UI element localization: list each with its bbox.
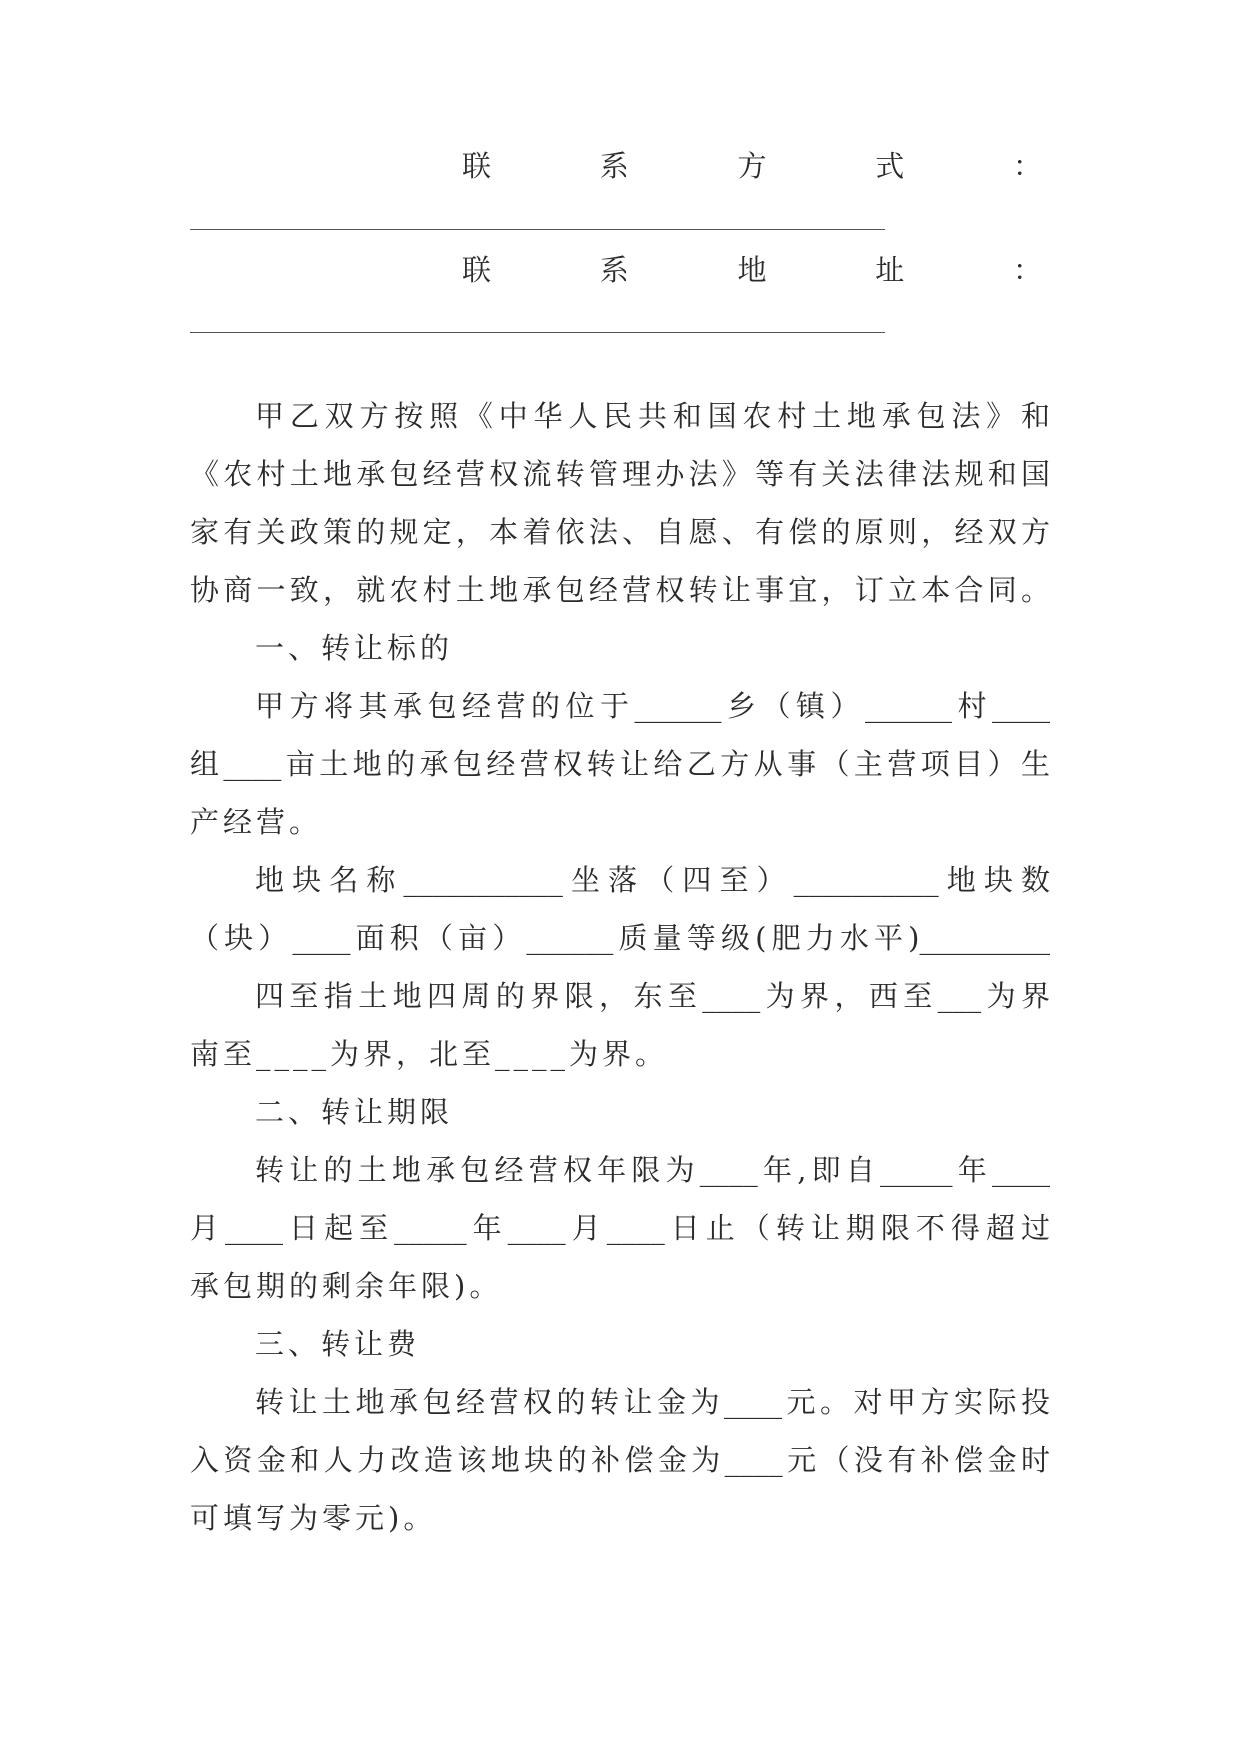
contact-address-char: 系 bbox=[599, 253, 629, 287]
boundary-line: 南至____为界，北至____为界。 bbox=[190, 1037, 669, 1071]
boundary-line: 四至指土地四周的界限，东至____为界，西至___为界 bbox=[255, 979, 1050, 1013]
section-1-title: 一、转让标的 bbox=[255, 631, 454, 665]
section-2-line: 转让的土地承包经营权年限为____年,即自_____年____ bbox=[255, 1153, 1050, 1187]
contact-method-char: 式 bbox=[875, 149, 905, 183]
section-2-line: 月____日起至_____年____月____日止（转让期限不得超过 bbox=[190, 1211, 1050, 1245]
section-3-line: 入资金和人力改造该地块的补偿金为____元（没有补偿金时 bbox=[190, 1443, 1050, 1477]
contact-method-char: 方 bbox=[737, 149, 767, 183]
section-1-line: 产经营。 bbox=[190, 805, 323, 839]
section-2-title: 二、转让期限 bbox=[255, 1095, 454, 1129]
section-1-line: 组____亩土地的承包经营权转让给乙方从事（主营项目）生 bbox=[190, 747, 1050, 781]
contact-address-char: ： bbox=[1012, 253, 1042, 287]
plot-info-line: （块）____面积（亩）______质量等级(肥力水平)_________ bbox=[190, 921, 1050, 955]
contact-address-fill-line bbox=[190, 332, 885, 333]
contact-method-label bbox=[462, 146, 1042, 186]
plot-info-line: 地块名称___________坐落（四至）__________地块数 bbox=[255, 863, 1050, 897]
contact-method-char: 联 bbox=[462, 149, 492, 183]
contact-address-char: 联 bbox=[462, 253, 492, 287]
contact-address-label bbox=[462, 250, 1042, 290]
intro-line: 协商一致，就农村土地承包经营权转让事宜，订立本合同。 bbox=[190, 573, 1050, 607]
contact-method-fill-line bbox=[190, 229, 885, 230]
contact-method-char: ： bbox=[1012, 149, 1042, 183]
intro-line: 甲乙双方按照《中华人民共和国农村土地承包法》和 bbox=[255, 399, 1050, 433]
section-2-line: 承包期的剩余年限)。 bbox=[190, 1269, 503, 1303]
section-3-line: 转让土地承包经营权的转让金为____元。对甲方实际投 bbox=[255, 1385, 1050, 1419]
contact-address-char: 地 bbox=[737, 253, 767, 287]
intro-line: 《农村土地承包经营权流转管理办法》等有关法律法规和国 bbox=[190, 457, 1050, 491]
section-3-title: 三、转让费 bbox=[255, 1327, 421, 1361]
section-3-line: 可填写为零元)。 bbox=[190, 1501, 437, 1535]
contact-method-char: 系 bbox=[599, 149, 629, 183]
intro-line: 家有关政策的规定，本着依法、自愿、有偿的原则，经双方 bbox=[190, 515, 1050, 549]
contact-address-char: 址 bbox=[875, 253, 905, 287]
section-1-line: 甲方将其承包经营的位于______乡（镇）______村____ bbox=[255, 689, 1050, 723]
